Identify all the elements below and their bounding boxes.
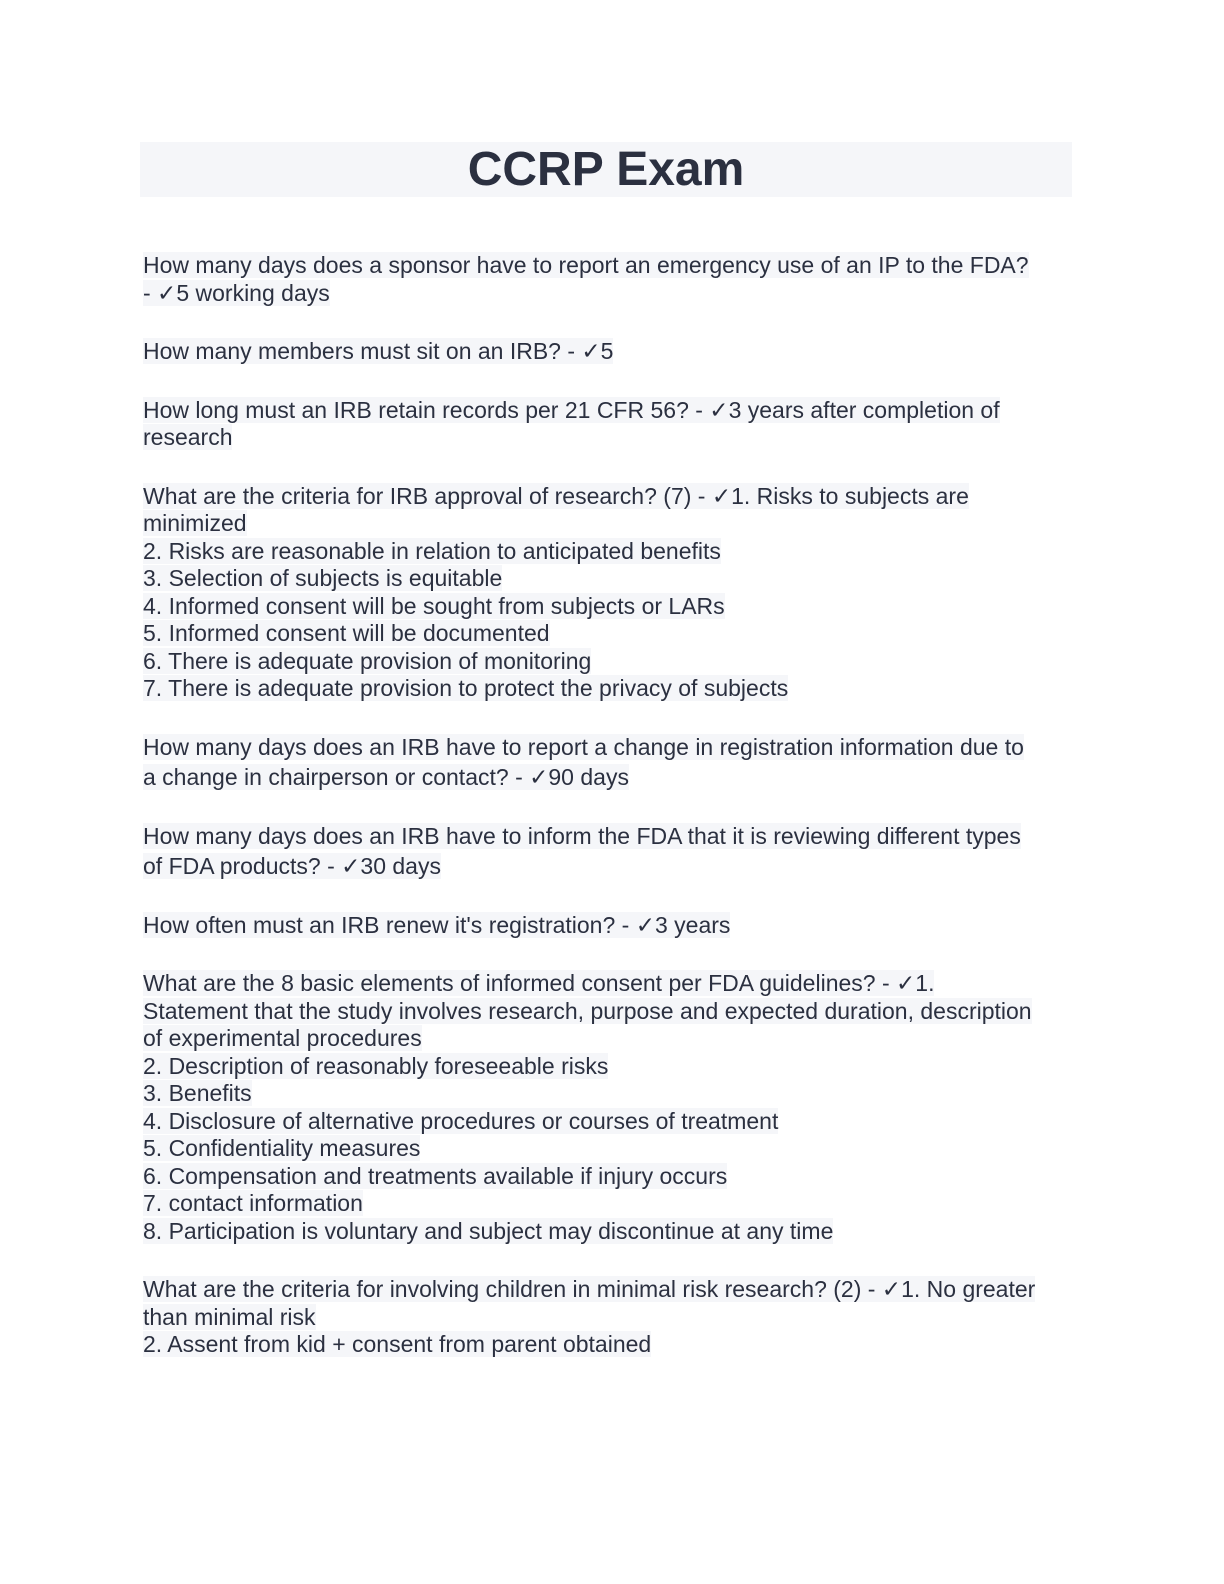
answer-line: [143, 1218, 1083, 1246]
answer-line: [143, 280, 1083, 308]
qa-item: [143, 397, 1083, 452]
answer-line: [143, 764, 1083, 792]
question-line: [143, 823, 1083, 851]
line-text: minimized: [143, 510, 247, 536]
line-text: How many days does a sponsor have to report an emergency use of an IP to the FDA?: [143, 252, 1029, 278]
question-line: [143, 483, 1083, 511]
line-text: research: [143, 424, 233, 450]
qa-item: [143, 252, 1083, 307]
answer-line: [143, 565, 1083, 593]
answer-line: [143, 1304, 1083, 1332]
line-text: 2. Description of reasonably foreseeable risks: [143, 1052, 609, 1079]
answer-line: [143, 424, 1083, 452]
qa-item: [143, 1276, 1083, 1359]
line-text: 6. Compensation and treatments available if injury occurs: [143, 1162, 728, 1189]
answer-line: [143, 1053, 1083, 1081]
qa-list: [143, 252, 1083, 1390]
line-text: of FDA products? - ✓30 days: [143, 853, 441, 879]
line-text: of experimental procedures: [143, 1025, 422, 1051]
line-text: What are the criteria for involving children in minimal risk research? (2) - ✓1. No greater: [143, 1276, 1036, 1302]
line-text: 4. Disclosure of alternative procedures or courses of treatment: [143, 1107, 779, 1134]
answer-line: [143, 1108, 1083, 1136]
title-banner: [140, 142, 1072, 197]
qa-item: [143, 912, 1083, 940]
question-line: [143, 397, 1083, 425]
qa-item: [143, 823, 1083, 881]
qa-item: [143, 734, 1083, 792]
answer-line: [143, 538, 1083, 566]
answer-line: [143, 675, 1083, 703]
line-text: Statement that the study involves research, purpose and expected duration, description: [143, 997, 1032, 1024]
line-text: 2. Assent from kid + consent from parent obtained: [143, 1331, 652, 1357]
answer-line: [143, 510, 1083, 538]
answer-line: [143, 1163, 1083, 1191]
line-text: a change in chairperson or contact? - ✓90 days: [143, 764, 629, 790]
question-line: [143, 734, 1083, 762]
question-line: [143, 970, 1083, 998]
question-line: [143, 1276, 1083, 1304]
line-text: 8. Participation is voluntary and subject may discontinue at any time: [143, 1217, 834, 1244]
line-text: What are the 8 basic elements of informed consent per FDA guidelines? - ✓1.: [143, 970, 935, 996]
line-text: How many days does an IRB have to inform the FDA that it is reviewing different types: [143, 822, 1021, 849]
qa-item: [143, 338, 1083, 366]
question-line: [143, 912, 1083, 940]
qa-item: [143, 483, 1083, 703]
line-text: How many days does an IRB have to report a change in registration information due to: [143, 733, 1024, 760]
answer-line: [143, 853, 1083, 881]
answer-line: [143, 1190, 1083, 1218]
line-text: How long must an IRB retain records per 21 CFR 56? - ✓3 years after completion of: [143, 396, 1000, 423]
line-text: - ✓5 working days: [143, 279, 330, 306]
line-text: How many members must sit on an IRB? - ✓5: [143, 338, 614, 364]
document-title: CCRP Exam: [467, 143, 745, 196]
line-text: 5. Informed consent will be documented: [143, 620, 550, 646]
question-line: [143, 338, 1083, 366]
answer-line: [143, 1331, 1083, 1359]
line-text: than minimal risk: [143, 1303, 316, 1330]
answer-line: [143, 1025, 1083, 1053]
answer-line: [143, 620, 1083, 648]
qa-item: [143, 970, 1083, 1245]
question-line: [143, 252, 1083, 280]
answer-line: [143, 648, 1083, 676]
answer-line: [143, 1135, 1083, 1163]
line-text: 2. Risks are reasonable in relation to anticipated benefits: [143, 537, 721, 564]
line-text: 5. Confidentiality measures: [143, 1135, 421, 1161]
answer-line: [143, 593, 1083, 621]
line-text: 7. contact information: [143, 1190, 363, 1216]
line-text: 4. Informed consent will be sought from subjects or LARs: [143, 592, 725, 619]
line-text: What are the criteria for IRB approval of research? (7) - ✓1. Risks to subjects are: [143, 482, 969, 509]
line-text: 3. Benefits: [143, 1080, 252, 1106]
line-text: 6. There is adequate provision of monitoring: [143, 647, 592, 674]
line-text: 7. There is adequate provision to protect the privacy of subjects: [143, 675, 789, 701]
line-text: 3. Selection of subjects is equitable: [143, 565, 503, 591]
answer-line: [143, 1080, 1083, 1108]
line-text: How often must an IRB renew it's registration? - ✓3 years: [143, 911, 731, 938]
answer-line: [143, 998, 1083, 1026]
